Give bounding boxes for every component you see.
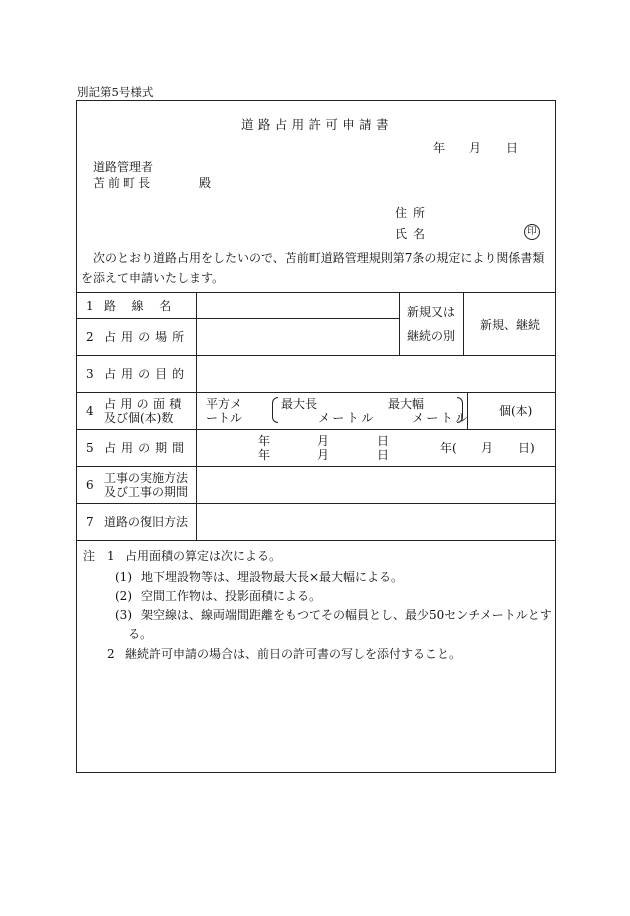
duration-day-label: 日) — [518, 441, 535, 455]
row-number: 1 — [86, 299, 94, 313]
subnote-number: (2) — [115, 589, 132, 603]
right-bracket — [457, 397, 463, 423]
mayor-label: 苫前町長 — [93, 176, 154, 190]
column-divider — [399, 292, 400, 355]
meter-unit: メートル — [318, 411, 376, 425]
column-divider — [463, 292, 464, 355]
row-divider — [77, 540, 555, 541]
note-text: 継続許可申請の場合は、前日の許可書の写しを添付すること。 — [125, 647, 462, 661]
square-meter-unit: 平方メ — [206, 397, 243, 411]
date-day-label: 日 — [506, 141, 519, 155]
occupancy-purpose-field[interactable] — [204, 360, 550, 388]
subnote-text: る。 — [128, 627, 153, 641]
restoration-method-label: 道路の復旧方法 — [104, 515, 189, 529]
occupancy-area-label: 占用の面積 — [104, 397, 186, 411]
row-divider — [77, 503, 555, 504]
row-divider — [77, 292, 555, 293]
note-number: 2 — [107, 647, 115, 661]
form-number-label: 別記第5号様式 — [77, 85, 154, 99]
end-month-label: 月 — [317, 448, 330, 462]
date-year-label: 年 — [433, 141, 446, 155]
row-number: 6 — [86, 478, 94, 492]
construction-method-label: 工事の実施方法 — [104, 471, 189, 485]
start-month-label: 月 — [317, 434, 330, 448]
route-name-label: 路線名 — [104, 299, 187, 313]
note-number: 1 — [107, 549, 115, 563]
max-length-label: 最大長 — [281, 397, 318, 411]
honorific-label: 殿 — [199, 176, 212, 190]
start-day-label: 日 — [377, 434, 390, 448]
row-number: 5 — [86, 441, 94, 455]
intro-text: 次のとおり道路占用をしたいので、苫前町道路管理規則第7条の規定により関係書類を添えて申請いたします。 — [81, 251, 545, 285]
occupancy-period-label: 占用の期間 — [104, 441, 190, 455]
row-number: 3 — [86, 367, 94, 381]
date-month-label: 月 — [469, 141, 482, 155]
row-number: 7 — [86, 515, 94, 529]
new-or-continuation-label: 新規又は — [407, 305, 456, 319]
subnote-text: 架空線は、線両端間距離をもつてその幅員とし、最少50センチメートルとす — [141, 608, 552, 622]
column-divider — [196, 292, 197, 540]
meter-unit: メートル — [412, 411, 470, 425]
construction-method-field[interactable] — [204, 471, 550, 499]
row-divider — [77, 429, 555, 430]
route-name-field[interactable] — [204, 296, 394, 314]
subnote-text: 地下埋設物等は、埋設物最大長×最大幅による。 — [141, 570, 404, 584]
max-width-label: 最大幅 — [388, 397, 425, 411]
subnote-text: 空間工作物は、投影面積による。 — [141, 589, 322, 603]
start-year-label: 年 — [258, 434, 271, 448]
new-or-continuation-label: 継続の別 — [407, 329, 456, 343]
occupancy-purpose-label: 占用の目的 — [104, 367, 190, 381]
application-form-frame — [76, 100, 556, 773]
end-day-label: 日 — [377, 448, 390, 462]
form-title: 道路占用許可申請書 — [241, 117, 393, 132]
note-text: 占用面積の算定は次による。 — [125, 549, 282, 563]
duration-month-label: 月 — [481, 441, 494, 455]
name-label: 氏名 — [395, 227, 432, 241]
row-number: 4 — [86, 404, 94, 418]
row-divider — [77, 318, 399, 319]
end-year-label: 年 — [258, 448, 271, 462]
occupancy-location-field[interactable] — [204, 323, 394, 351]
row-divider — [77, 392, 555, 393]
road-manager-label: 道路管理者 — [93, 160, 154, 174]
address-label: 住所 — [395, 206, 432, 220]
occupancy-area-label: 及び個(本)数 — [104, 411, 174, 425]
row-divider — [77, 466, 555, 467]
count-unit-label: 個(本) — [499, 404, 533, 418]
notes-heading: 注 — [83, 549, 96, 563]
row-number: 2 — [86, 330, 94, 344]
subnote-number: (1) — [115, 570, 132, 584]
restoration-method-field[interactable] — [204, 508, 550, 536]
duration-year-label: 年( — [440, 441, 457, 455]
left-bracket — [272, 397, 278, 423]
construction-method-label: 及び工事の期間 — [104, 485, 189, 499]
square-meter-unit: ートル — [206, 411, 243, 425]
occupancy-location-label: 占用の場所 — [104, 330, 190, 344]
subnote-number: (3) — [115, 608, 132, 622]
seal-mark: 印 — [524, 224, 540, 240]
row-divider — [77, 355, 555, 356]
new-or-continuation-option[interactable]: 新規、継続 — [480, 318, 541, 332]
